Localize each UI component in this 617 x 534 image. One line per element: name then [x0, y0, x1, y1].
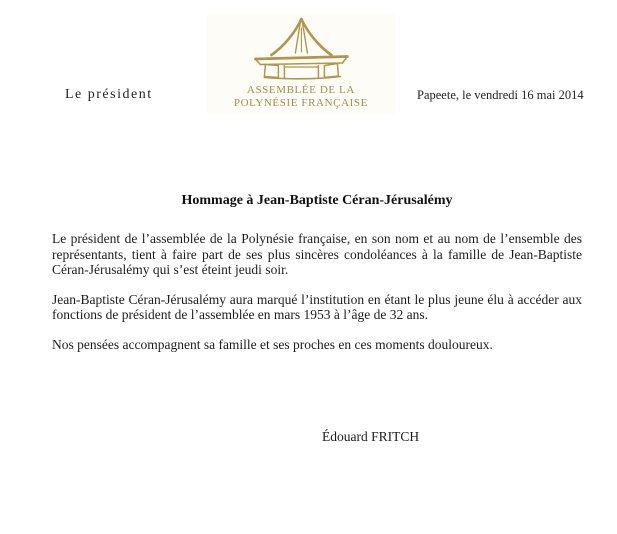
signature-name: Édouard FRITCH	[322, 428, 420, 444]
body-paragraph: Jean-Baptiste Céran-Jérusalémy aura marqué l’institution en étant le plus jeune élu à accéder aux fonctions de président de l’assemblée en mars 1953 à l’âge de 32 ans.	[52, 291, 582, 323]
sender-role-label: Le président	[65, 87, 153, 102]
letter-body	[52, 193, 582, 445]
assembly-logo	[206, 14, 396, 114]
assembly-building-icon	[251, 16, 351, 80]
body-paragraph: Le président de l’assemblée de la Polynésie française, en son nom et au nom de l’ensemble des représentants, tient à faire part de ses plus sincères condoléances à la famille de Jean-Baptiste Céran-Jérusalémy qui s’est éteint jeudi soir.	[52, 231, 582, 278]
logo-caption-line1: ASSEMBLÉE DE LA	[246, 84, 355, 96]
document-title: Hommage à Jean-Baptiste Céran-Jérusalémy	[181, 193, 453, 208]
dateline: Papeete, le vendredi 16 mai 2014	[417, 88, 584, 102]
body-paragraph: Nos pensées accompagnent sa famille et ses proches en ces moments douloureux.	[52, 336, 493, 352]
logo-caption-line2: POLYNÉSIE FRANÇAISE	[233, 97, 368, 109]
